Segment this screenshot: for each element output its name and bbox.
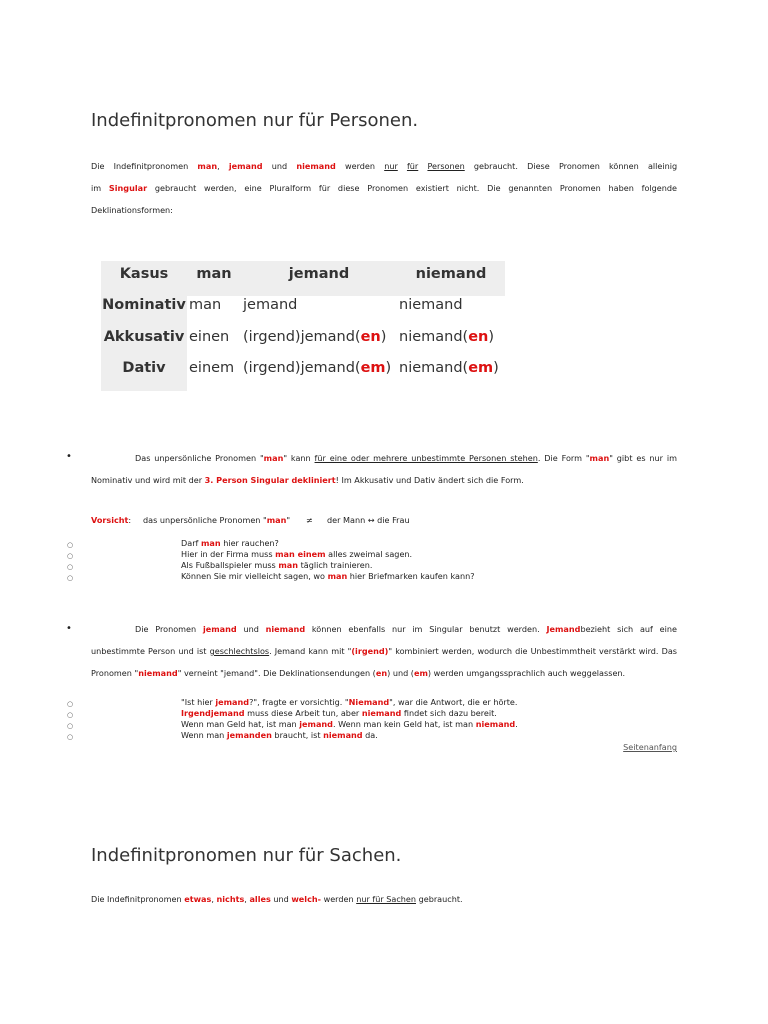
table-cell-man: einen [189, 329, 230, 345]
list-item: Wenn man Geld hat, ist man jemand. Wenn man kein Geld hat, ist man niemand. [181, 719, 518, 729]
table-row-kasus: Akkusativ [103, 329, 185, 345]
bullet2-line-1: Die Pronomen jemand und niemand können ebenfalls nur im Singular benutzt werden. Jemandbezieht sich auf eine [135, 624, 678, 634]
table-cell-niemand: niemand(en) [399, 329, 495, 345]
table-row-kasus: Dativ [122, 360, 166, 376]
list-item: Irgendjemand muss diese Arbeit tun, aber niemand findet sich dazu bereit. [181, 708, 497, 718]
open-bullet-marker: ○ [67, 563, 74, 571]
open-bullet-marker: ○ [67, 541, 74, 549]
bullet2-line-2: unbestimmte Person und ist geschlechtslos. Jemand kann mit "(irgend)" kombiniert werden, wodurch die Unbestimmtheit verstärkt wird. Das [91, 646, 678, 656]
inline-link[interactable]: für eine oder mehrere unbestimmte Personen stehen [314, 453, 538, 463]
list-item: Als Fußballspieler muss man täglich trainieren. [181, 560, 373, 570]
inline-link[interactable]: nur für Sachen [356, 894, 417, 904]
intro-line-3: Deklinationsformen: [91, 205, 173, 215]
back-to-top-link[interactable]: Seitenanfang [623, 742, 677, 752]
vorsicht-text: das unpersönliche Pronomen "man" [143, 515, 291, 525]
table-cell-man: man [189, 297, 222, 313]
section-title-sachen: Indefinitpronomen nur für Sachen. [91, 845, 402, 866]
list-item: "Ist hier jemand?", fragte er vorsichtig. "Niemand", war die Antwort, die er hörte. [181, 697, 518, 707]
inline-link[interactable]: geschlechtslos [209, 646, 270, 656]
list-item: Können Sie mir vielleicht sagen, wo man hier Briefmarken kaufen kann? [181, 571, 475, 581]
intro-line-2: im Singular gebraucht werden, eine Pluralform für diese Pronomen existiert nicht. Die genannten Pronomen haben folgende [91, 183, 678, 193]
vorsicht-right: der Mann ↔ die Frau [327, 515, 410, 525]
list-item: Wenn man jemanden braucht, ist niemand da. [181, 730, 378, 740]
declension-table [101, 261, 505, 391]
table-header-kasus: Kasus [119, 266, 169, 282]
bullet1-line-1: Das unpersönliche Pronomen "man" kann für eine oder mehrere unbestimmte Personen stehen. Die Form "man" gibt es nur im [135, 453, 677, 463]
not-equal-sign: ≠ [306, 515, 313, 525]
open-bullet-marker: ○ [67, 552, 74, 560]
bullet2-line-3: Pronomen "niemand" verneint "jemand". Die Deklinationsendungen (en) und (em) werden umgangssprachlich auch weggelassen. [91, 668, 626, 678]
section-title-personen: Indefinitpronomen nur für Personen. [91, 110, 419, 131]
open-bullet-marker: ○ [67, 733, 74, 741]
bullet-marker: • [66, 451, 72, 462]
table-cell-niemand: niemand(em) [399, 360, 499, 376]
table-cell-jemand: (irgend)jemand(en) [243, 329, 387, 345]
open-bullet-marker: ○ [67, 722, 74, 730]
table-cell-jemand: (irgend)jemand(em) [243, 360, 392, 376]
open-bullet-marker: ○ [67, 700, 74, 708]
bullet1-line-2: Nominativ und wird mit der 3. Person Singular dekliniert! Im Akkusativ und Dativ ändert sich die Form. [91, 475, 524, 485]
section2-intro: Die Indefinitpronomen etwas, nichts, alles und welch- werden nur für Sachen gebraucht. [91, 894, 463, 904]
table-row-kasus: Nominativ [102, 297, 186, 313]
open-bullet-marker: ○ [67, 711, 74, 719]
table-cell-jemand: jemand [243, 297, 298, 313]
table-header-jemand: jemand [288, 266, 350, 282]
vorsicht-note: Vorsicht: [91, 515, 132, 525]
table-header-man: man [196, 266, 232, 282]
table-header-niemand: niemand [415, 266, 487, 282]
list-item: Hier in der Firma muss man einem alles zweimal sagen. [181, 549, 413, 559]
intro-line-1: Die Indefinitpronomen man, jemand und niemand werden nur für Personen gebraucht. Diese Pronomen können alleinig [91, 161, 678, 171]
table-cell-niemand: niemand [399, 297, 463, 313]
bullet-marker: • [66, 623, 72, 634]
open-bullet-marker: ○ [67, 574, 74, 582]
table-cell-man: einem [189, 360, 235, 376]
list-item: Darf man hier rauchen? [181, 538, 279, 548]
